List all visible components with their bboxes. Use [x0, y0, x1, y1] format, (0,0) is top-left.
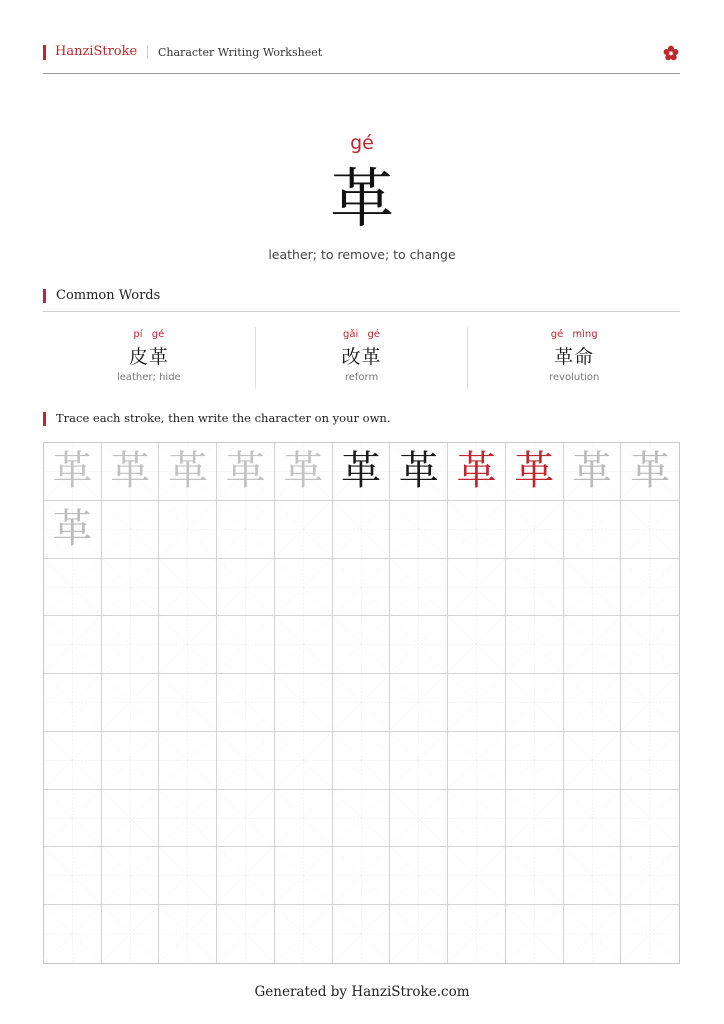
guide-lines: [44, 905, 101, 963]
guide-lines: [448, 732, 505, 789]
guide-lines: [621, 501, 679, 558]
practice-cell[interactable]: [159, 501, 217, 559]
guide-lines: [621, 559, 679, 616]
guide-lines: [333, 847, 390, 904]
guide-lines: [44, 847, 101, 904]
guide-lines: [333, 501, 390, 558]
stroke-order-cell[interactable]: [159, 443, 217, 501]
guide-lines: [390, 501, 447, 558]
guide-lines: [275, 674, 332, 731]
guide-lines: [275, 905, 332, 963]
guide-lines: [390, 905, 447, 963]
guide-lines: [102, 674, 159, 731]
guide-lines: [217, 616, 274, 673]
practice-cell[interactable]: [333, 905, 391, 963]
practice-cell[interactable]: [333, 559, 391, 617]
practice-instruction: Trace each stroke, then write the character on your own.: [56, 411, 391, 425]
practice-cell[interactable]: [506, 674, 564, 732]
practice-cell[interactable]: [217, 559, 275, 617]
guide-lines: [390, 790, 447, 847]
stroke-order-cell[interactable]: [506, 443, 564, 501]
word-hanzi: 皮革: [128, 346, 169, 368]
practice-cell[interactable]: [275, 674, 333, 732]
guide-lines: [333, 732, 390, 789]
section-divider: [43, 311, 680, 312]
hero-meaning: leather; to remove; to change: [268, 247, 456, 262]
stroke-order-cell[interactable]: [44, 443, 102, 501]
guide-lines: [390, 674, 447, 731]
accent-bar: [43, 289, 46, 303]
stroke-order-cell[interactable]: [390, 443, 448, 501]
guide-lines: [621, 674, 679, 731]
guide-lines: [102, 559, 159, 616]
practice-cell[interactable]: [448, 616, 506, 674]
practice-grid[interactable]: [43, 442, 680, 964]
word-english: revolution: [549, 372, 600, 383]
hero-character: 革: [330, 163, 394, 237]
guide-lines: [390, 616, 447, 673]
guide-lines: [506, 847, 563, 904]
guide-lines: [448, 847, 505, 904]
practice-cell[interactable]: [506, 732, 564, 790]
trace-glyph: 革: [630, 448, 671, 495]
practice-cell[interactable]: [102, 501, 160, 559]
practice-cell[interactable]: [44, 847, 102, 905]
guide-lines: [275, 501, 332, 558]
practice-cell[interactable]: [102, 905, 160, 963]
practice-cell[interactable]: [621, 559, 679, 617]
word-item: [43, 327, 255, 389]
practice-cell[interactable]: [390, 905, 448, 963]
practice-cell[interactable]: [333, 674, 391, 732]
practice-cell[interactable]: [333, 790, 391, 848]
practice-cell[interactable]: [275, 905, 333, 963]
guide-lines: [102, 732, 159, 789]
practice-cell[interactable]: [506, 559, 564, 617]
stroke-order-cell[interactable]: [448, 443, 506, 501]
practice-cell[interactable]: [448, 559, 506, 617]
stroke-step-glyph: 革: [514, 448, 555, 495]
word-english: reform: [344, 372, 379, 383]
practice-cell[interactable]: [217, 616, 275, 674]
practice-cell[interactable]: [44, 559, 102, 617]
practice-cell[interactable]: [217, 501, 275, 559]
practice-cell[interactable]: [275, 732, 333, 790]
practice-cell[interactable]: [217, 674, 275, 732]
trace-glyph: 革: [571, 448, 612, 495]
guide-lines: [275, 559, 332, 616]
practice-cell[interactable]: [390, 616, 448, 674]
practice-cell[interactable]: [217, 732, 275, 790]
guide-lines: [159, 674, 216, 731]
stroke-order-cell[interactable]: [333, 443, 391, 501]
guide-lines: [44, 616, 101, 673]
trace-cell[interactable]: [621, 443, 679, 501]
trace-glyph: 革: [52, 506, 93, 553]
practice-cell[interactable]: [44, 616, 102, 674]
guide-lines: [159, 790, 216, 847]
practice-cell[interactable]: [275, 559, 333, 617]
practice-cell[interactable]: [275, 847, 333, 905]
guide-lines: [159, 847, 216, 904]
practice-cell[interactable]: [217, 790, 275, 848]
practice-cell[interactable]: [159, 847, 217, 905]
guide-lines: [102, 616, 159, 673]
practice-cell[interactable]: [390, 732, 448, 790]
stroke-order-cell[interactable]: [275, 443, 333, 501]
practice-cell[interactable]: [102, 732, 160, 790]
guide-lines: [217, 674, 274, 731]
practice-cell[interactable]: [275, 790, 333, 848]
guide-lines: [159, 905, 216, 963]
guide-lines: [621, 790, 679, 847]
guide-lines: [44, 674, 101, 731]
guide-lines: [159, 616, 216, 673]
practice-cell[interactable]: [564, 559, 622, 617]
word-english: leather; hide: [116, 372, 181, 383]
guide-lines: [621, 847, 679, 904]
guide-lines: [564, 847, 621, 904]
word-item: [467, 327, 680, 389]
practice-cell[interactable]: [448, 501, 506, 559]
word-pinyin: gé mìng: [550, 329, 598, 340]
guide-lines: [333, 559, 390, 616]
stroke-step-glyph: 革: [110, 448, 151, 495]
guide-lines: [159, 501, 216, 558]
practice-cell[interactable]: [217, 847, 275, 905]
stroke-order-cell[interactable]: [217, 443, 275, 501]
stroke-order-cell[interactable]: [102, 443, 160, 501]
section-title: Common Words: [56, 288, 161, 303]
guide-lines: [448, 790, 505, 847]
practice-cell[interactable]: [102, 790, 160, 848]
footer-credit: Generated by HanziStroke.com: [254, 984, 470, 1000]
practice-cell[interactable]: [102, 847, 160, 905]
practice-cell[interactable]: [275, 616, 333, 674]
guide-lines: [102, 501, 159, 558]
guide-lines: [44, 790, 101, 847]
guide-lines: [506, 732, 563, 789]
practice-cell[interactable]: [275, 501, 333, 559]
practice-cell[interactable]: [564, 732, 622, 790]
guide-lines: [159, 732, 216, 789]
practice-cell[interactable]: [621, 501, 679, 559]
word-pinyin: gǎi gé: [343, 329, 380, 340]
guide-lines: [333, 790, 390, 847]
guide-lines: [333, 905, 390, 963]
guide-lines: [390, 732, 447, 789]
word-hanzi: 改革: [341, 346, 382, 368]
guide-lines: [506, 616, 563, 673]
worksheet-header: [43, 44, 680, 74]
practice-cell[interactable]: [506, 790, 564, 848]
hero-pinyin: gé: [350, 132, 374, 154]
guide-lines: [448, 616, 505, 673]
guide-lines: [217, 905, 274, 963]
guide-lines: [333, 616, 390, 673]
guide-lines: [621, 905, 679, 963]
guide-lines: [564, 732, 621, 789]
practice-cell[interactable]: [390, 501, 448, 559]
practice-cell[interactable]: [448, 732, 506, 790]
guide-lines: [159, 559, 216, 616]
practice-cell[interactable]: [390, 847, 448, 905]
guide-lines: [102, 905, 159, 963]
practice-cell[interactable]: [621, 905, 679, 963]
practice-cell[interactable]: [44, 790, 102, 848]
practice-cell[interactable]: [621, 732, 679, 790]
guide-lines: [621, 732, 679, 789]
guide-lines: [44, 732, 101, 789]
practice-cell[interactable]: [448, 674, 506, 732]
guide-lines: [275, 847, 332, 904]
practice-cell[interactable]: [390, 790, 448, 848]
practice-cell[interactable]: [159, 559, 217, 617]
practice-cell[interactable]: [448, 790, 506, 848]
practice-cell[interactable]: [333, 616, 391, 674]
guide-lines: [217, 501, 274, 558]
practice-cell[interactable]: [564, 616, 622, 674]
guide-lines: [506, 790, 563, 847]
word-item: [255, 327, 468, 389]
header-subtitle: Character Writing Worksheet: [158, 46, 323, 59]
guide-lines: [506, 559, 563, 616]
guide-lines: [506, 674, 563, 731]
guide-lines: [44, 559, 101, 616]
practice-cell[interactable]: [390, 559, 448, 617]
practice-cell[interactable]: [564, 674, 622, 732]
practice-cell[interactable]: [217, 905, 275, 963]
stroke-step-glyph: 革: [340, 448, 381, 495]
guide-lines: [102, 790, 159, 847]
guide-lines: [275, 616, 332, 673]
trace-cell[interactable]: [44, 501, 102, 559]
practice-cell[interactable]: [506, 501, 564, 559]
guide-lines: [448, 905, 505, 963]
common-words-list: [43, 327, 680, 389]
guide-lines: [564, 501, 621, 558]
accent-bar: [43, 45, 46, 60]
guide-lines: [275, 732, 332, 789]
practice-cell[interactable]: [333, 847, 391, 905]
practice-cell[interactable]: [159, 674, 217, 732]
practice-cell[interactable]: [506, 616, 564, 674]
guide-lines: [506, 905, 563, 963]
plum-blossom-icon: [663, 45, 679, 61]
word-hanzi: 革命: [554, 346, 595, 368]
guide-lines: [217, 559, 274, 616]
guide-lines: [564, 790, 621, 847]
practice-cell[interactable]: [448, 847, 506, 905]
practice-cell[interactable]: [564, 905, 622, 963]
word-pinyin: pí gé: [133, 329, 165, 340]
practice-cell[interactable]: [159, 905, 217, 963]
practice-cell[interactable]: [159, 616, 217, 674]
guide-lines: [333, 674, 390, 731]
practice-cell[interactable]: [621, 674, 679, 732]
guide-lines: [102, 847, 159, 904]
stroke-step-glyph: 革: [398, 448, 439, 495]
stroke-step-glyph: 革: [456, 448, 497, 495]
practice-cell[interactable]: [44, 674, 102, 732]
guide-lines: [275, 790, 332, 847]
guide-lines: [390, 559, 447, 616]
practice-cell[interactable]: [564, 501, 622, 559]
guide-lines: [390, 847, 447, 904]
guide-lines: [217, 847, 274, 904]
practice-cell[interactable]: [390, 674, 448, 732]
stroke-step-glyph: 革: [283, 448, 324, 495]
stroke-step-glyph: 革: [167, 448, 208, 495]
practice-cell[interactable]: [506, 905, 564, 963]
guide-lines: [448, 674, 505, 731]
practice-cell[interactable]: [159, 732, 217, 790]
guide-lines: [564, 559, 621, 616]
practice-cell[interactable]: [333, 732, 391, 790]
practice-cell[interactable]: [621, 616, 679, 674]
brand-name: HanziStroke: [55, 44, 138, 59]
practice-cell[interactable]: [102, 616, 160, 674]
guide-lines: [217, 790, 274, 847]
practice-cell[interactable]: [564, 847, 622, 905]
practice-cell[interactable]: [44, 905, 102, 963]
guide-lines: [448, 559, 505, 616]
stroke-step-glyph: 革: [225, 448, 266, 495]
trace-cell[interactable]: [564, 443, 622, 501]
guide-lines: [621, 616, 679, 673]
practice-cell[interactable]: [159, 790, 217, 848]
stroke-step-glyph: 革: [52, 448, 93, 495]
practice-cell[interactable]: [564, 790, 622, 848]
practice-cell[interactable]: [621, 790, 679, 848]
practice-cell[interactable]: [44, 732, 102, 790]
practice-cell[interactable]: [621, 847, 679, 905]
practice-cell[interactable]: [506, 847, 564, 905]
guide-lines: [448, 501, 505, 558]
practice-cell[interactable]: [102, 559, 160, 617]
practice-cell[interactable]: [102, 674, 160, 732]
guide-lines: [217, 732, 274, 789]
guide-lines: [564, 616, 621, 673]
accent-bar: [43, 412, 46, 426]
guide-lines: [564, 905, 621, 963]
practice-cell[interactable]: [333, 501, 391, 559]
guide-lines: [564, 674, 621, 731]
practice-cell[interactable]: [448, 905, 506, 963]
header-divider: [147, 45, 148, 59]
guide-lines: [506, 501, 563, 558]
